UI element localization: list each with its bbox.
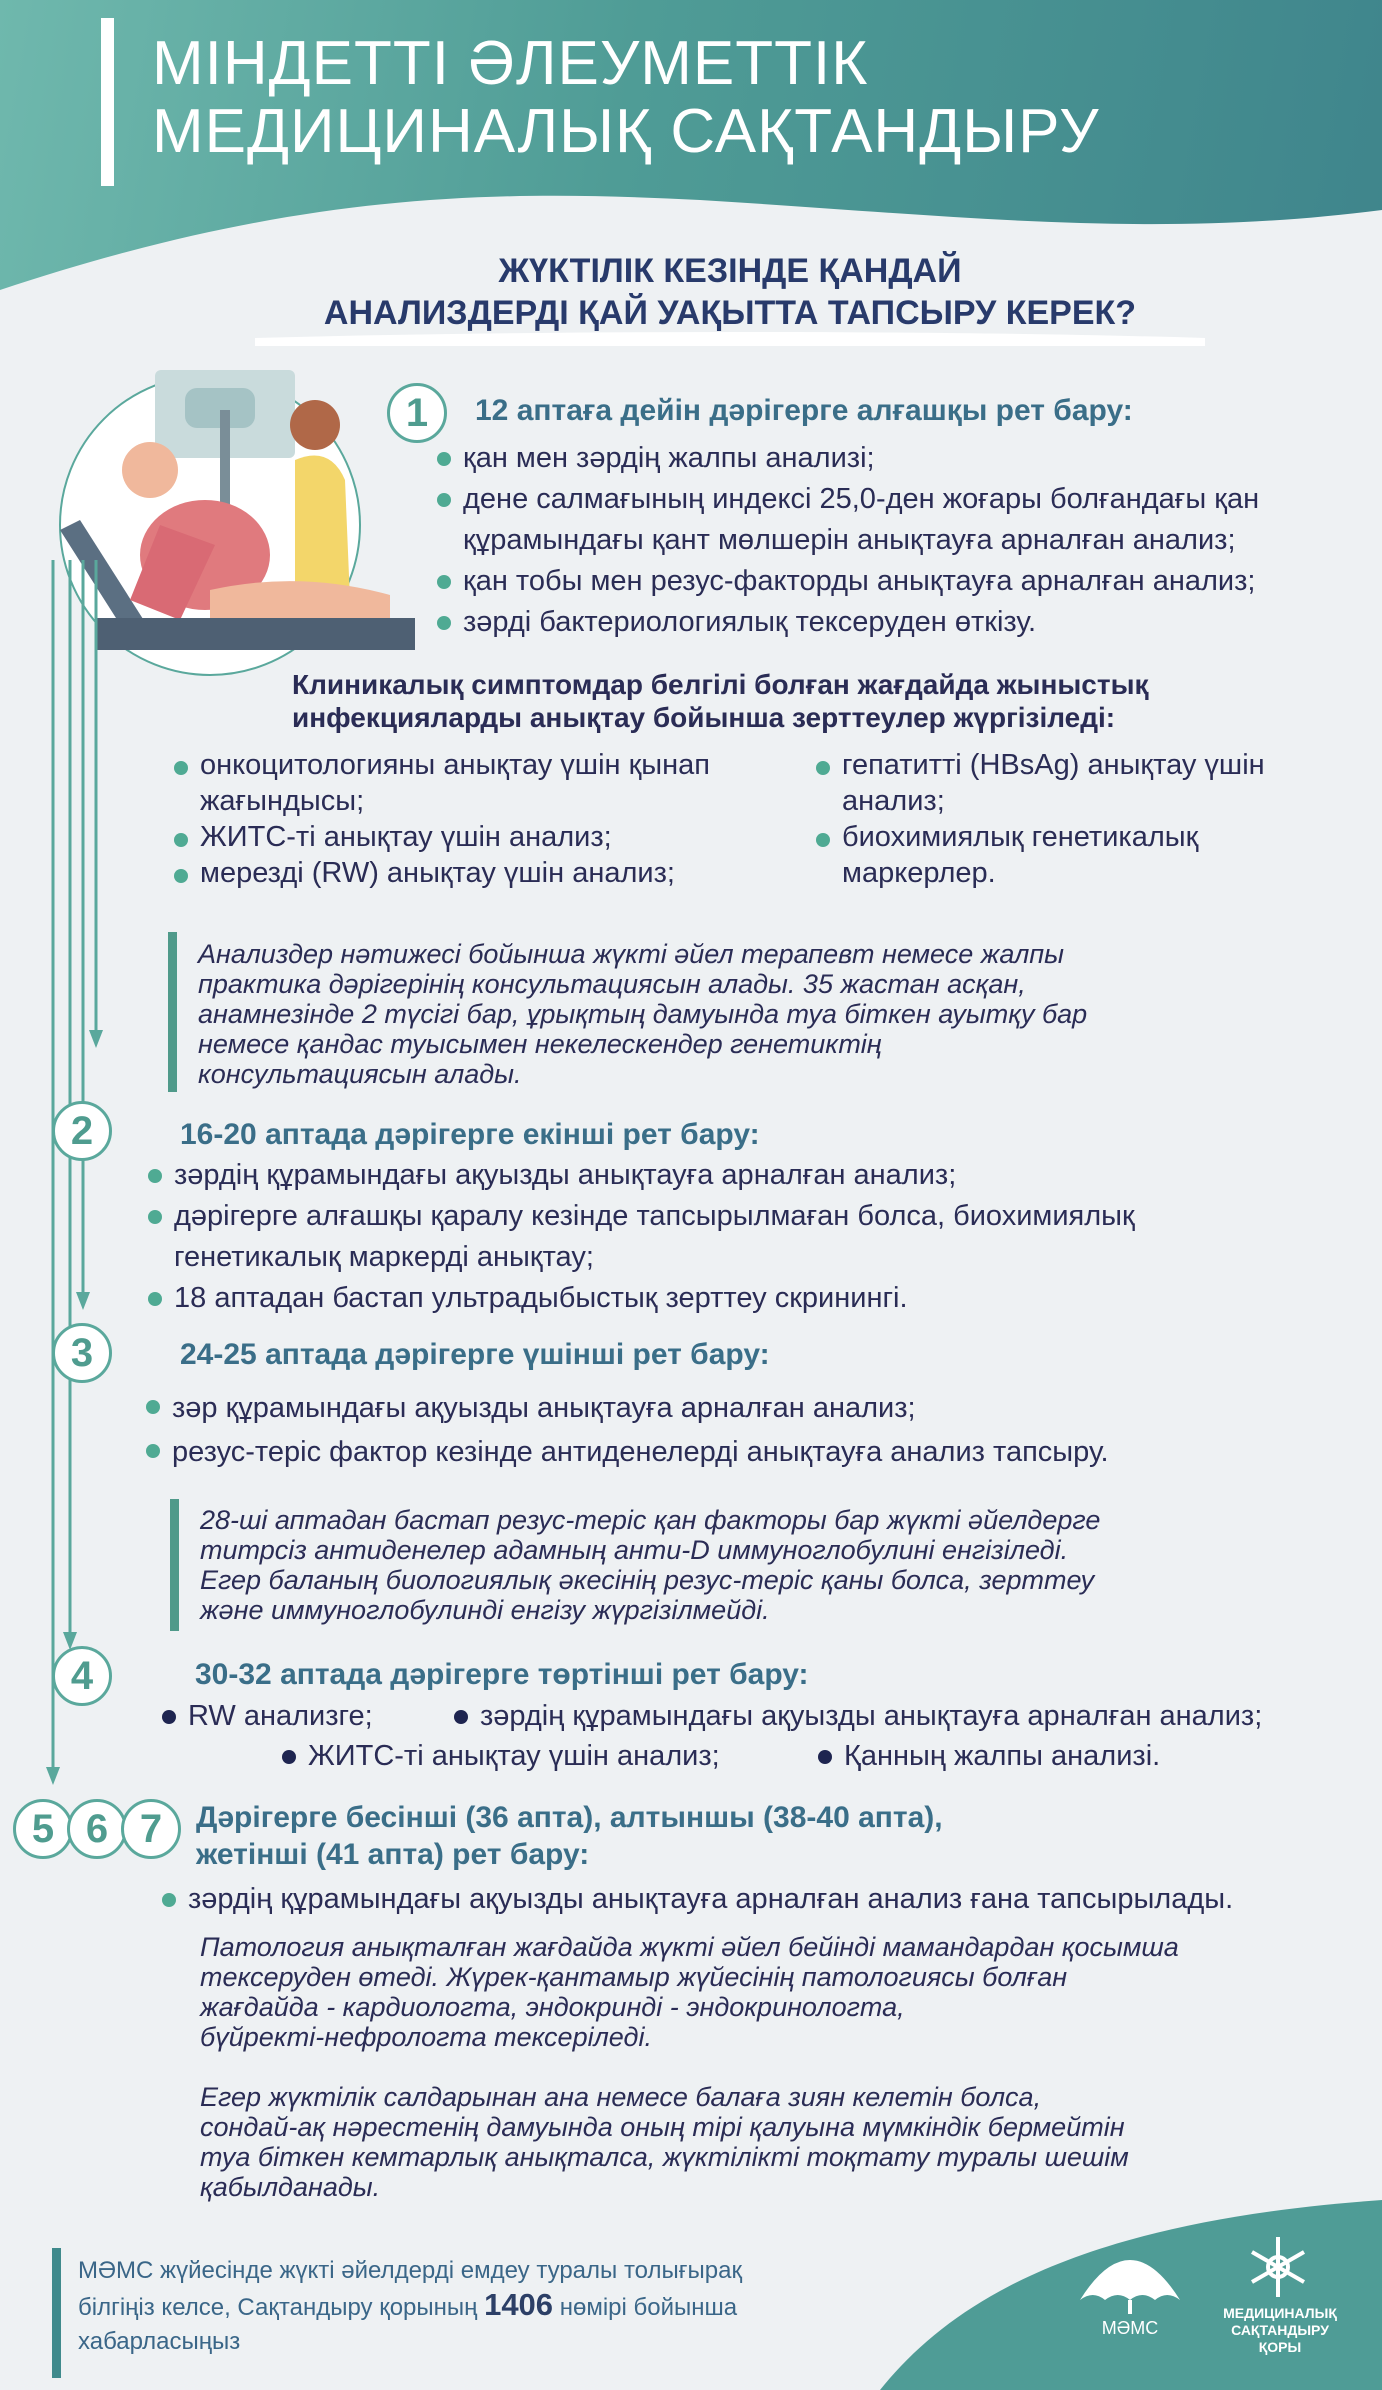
list-item: 18 аптадан бастап ультрадыбыстық зерттеу скринингі. (146, 1278, 1296, 1319)
list-item: ЖИТС-ті анықтау үшін анализ; (280, 1736, 790, 1777)
header-accent-bar (101, 18, 114, 186)
page-title: МІНДЕТТІ ӘЛЕУМЕТТІК МЕДИЦИНАЛЫҚ САҚТАНДЫРУ (152, 29, 1100, 166)
list-item: резус-теріс фактор кезінде антиденелерді анықтауға анализ тапсыру. (144, 1430, 1314, 1474)
visit-567-note-2: Егер жүктілік салдарынан ана немесе балаға зиян келетін болса, сондай-ақ нәрестенің дамуында оның тірі қалуына мүмкіндік бермейтін туа біткен кемтарлық анықталса, жүктілікті тоқтату туралы шешім қабылданады. (200, 2082, 1129, 2202)
visit-2-heading: 16-20 аптада дәрігерге екінші рет бару: (180, 1118, 760, 1151)
logo-fund-text: МЕДИЦИНАЛЫҚ САҚТАНДЫРУ ҚОРЫ (1223, 2305, 1337, 2355)
visit-4-heading: 30-32 аптада дәрігерге төртінші рет бару: (195, 1658, 809, 1691)
visit-4-list-4 (816, 1736, 1256, 1777)
list-item: онкоцитологияны анықтау үшін қынап жағындысы; (172, 747, 792, 819)
logo-mams-text: МӘМС (1101, 2318, 1159, 2338)
page-subtitle: ЖҮКТІЛІК КЕЗІНДЕ ҚАНДАЙ АНАЛИЗДЕРДІ ҚАЙ УАҚЫТТА ТАПСЫРУ КЕРЕК? (323, 252, 1137, 332)
visit-3-list (144, 1386, 1314, 1474)
visit-567-list (160, 1879, 1360, 1920)
list-item: Қанның жалпы анализі. (816, 1736, 1256, 1777)
snowflake-logo-icon (1243, 2232, 1313, 2302)
list-item: мерезді (RW) анықтау үшін анализ; (172, 855, 792, 891)
list-item: зәрді бактериологиялық тексеруден өткізу. (435, 602, 1355, 643)
clinical-heading: Клиникалық симптомдар белгілі болған жағдайда жыныстық инфекцияларды анықтау бойынша зерттеулер жүргізіледі: (292, 669, 1149, 733)
visit-4-list-1 (160, 1696, 410, 1737)
footer-line-3: хабарласыңыз (78, 2328, 241, 2355)
visit-4-list-3 (280, 1736, 790, 1777)
visit-3-note: 28-ші аптадан бастап резус-теріс қан факторы бар жүкті әйелдерге титрсіз антиденелер адамның анти-D иммуноглобулині енгізіледі. Егер баланың биологиялық әкесінің резус-теріс қаны болса, зерттеу және иммуноглобулинді енгізу жүргізілмейді. (200, 1505, 1101, 1625)
visit-567-heading: Дәрігерге бесінші (36 апта), алтыншы (38-40 апта), жетінші (41 апта) рет бару: (196, 1801, 943, 1871)
clinical-list-left (172, 747, 792, 891)
list-item: биохимиялық генетикалық маркерлер. (814, 819, 1334, 891)
step-5-circle: 5 (13, 1799, 73, 1859)
visit-2-list (146, 1155, 1296, 1319)
footer-text (78, 2254, 838, 2359)
visit-4-list-2 (452, 1696, 1352, 1737)
visit-1-list (435, 438, 1355, 643)
list-item: дене салмағының индексі 25,0-ден жоғары болғандағы қан құрамындағы қант мөлшерін анықтауға арналған анализ; (435, 479, 1355, 561)
list-item: қан мен зәрдің жалпы анализі; (435, 438, 1355, 479)
footer-line-2 (78, 2288, 838, 2325)
visit-1-heading: 12 аптаға дейін дәрігерге алғашқы рет бару: (475, 394, 1133, 427)
timeline-lines (30, 560, 110, 1790)
step-6-circle: 6 (67, 1799, 127, 1859)
step-3-circle: 3 (52, 1323, 112, 1383)
visit-3-heading: 24-25 аптада дәрігерге үшінші рет бару: (180, 1338, 770, 1371)
step-4-circle: 4 (52, 1646, 112, 1706)
list-item: зәрдің құрамындағы ақуызды анықтауға арналған анализ ғана тапсырылады. (160, 1879, 1360, 1920)
list-item: зәр құрамындағы ақуызды анықтауға арналған анализ; (144, 1386, 1314, 1430)
clinical-list-right (814, 747, 1334, 891)
step-2-circle: 2 (52, 1101, 112, 1161)
list-item: қан тобы мен резус-факторды анықтауға арналған анализ; (435, 561, 1355, 602)
visit-1-note: Анализдер нәтижесі бойынша жүкті әйел терапевт немесе жалпы практика дәрігерінің консультациясын алады. 35 жастан асқан, анамнезінде 2 түсігі бар, ұрықтың дамуында туа біткен ауытқу бар немесе қандас туысымен некелескендер генетиктің консультациясын алады. (198, 939, 1088, 1089)
list-item: гепатитті (HBsAg) анықтау үшін анализ; (814, 747, 1334, 819)
footer-line-2a: білгіңіз келсе, Сақтандыру қорының (78, 2294, 485, 2321)
list-item: RW анализге; (160, 1696, 410, 1737)
step-7-circle: 7 (121, 1799, 181, 1859)
list-item: зәрдің құрамындағы ақуызды анықтауға арналған анализ; (452, 1696, 1352, 1737)
note-bar (170, 1499, 179, 1631)
footer-accent-bar (52, 2248, 61, 2378)
step-1-circle: 1 (387, 383, 447, 443)
list-item: ЖИТС-ті анықтау үшін анализ; (172, 819, 792, 855)
footer-line-2b: нөмірі бойынша (553, 2294, 738, 2321)
note-bar (168, 932, 177, 1092)
visit-567-note-1: Патология анықталған жағдайда жүкті әйел бейінді мамандардан қосымша тексеруден өтеді. Жүрек-қантамыр жүйесінің патологиясы болған жағдайда - кардиологта, эндокринді - эндокринологта, бүйректі-нефрологта тексеріледі. (200, 1932, 1179, 2052)
list-item: зәрдің құрамындағы ақуызды анықтауға арналған анализ; (146, 1155, 1296, 1196)
footer-line-1: МӘМС жүйесінде жүкті әйелдерді емдеу туралы толығырақ (78, 2257, 742, 2284)
list-item: дәрігерге алғашқы қаралу кезінде тапсырылмаған болса, биохимиялық генетикалық маркерді анықтау; (146, 1196, 1296, 1278)
phone-number: 1406 (484, 2287, 554, 2322)
